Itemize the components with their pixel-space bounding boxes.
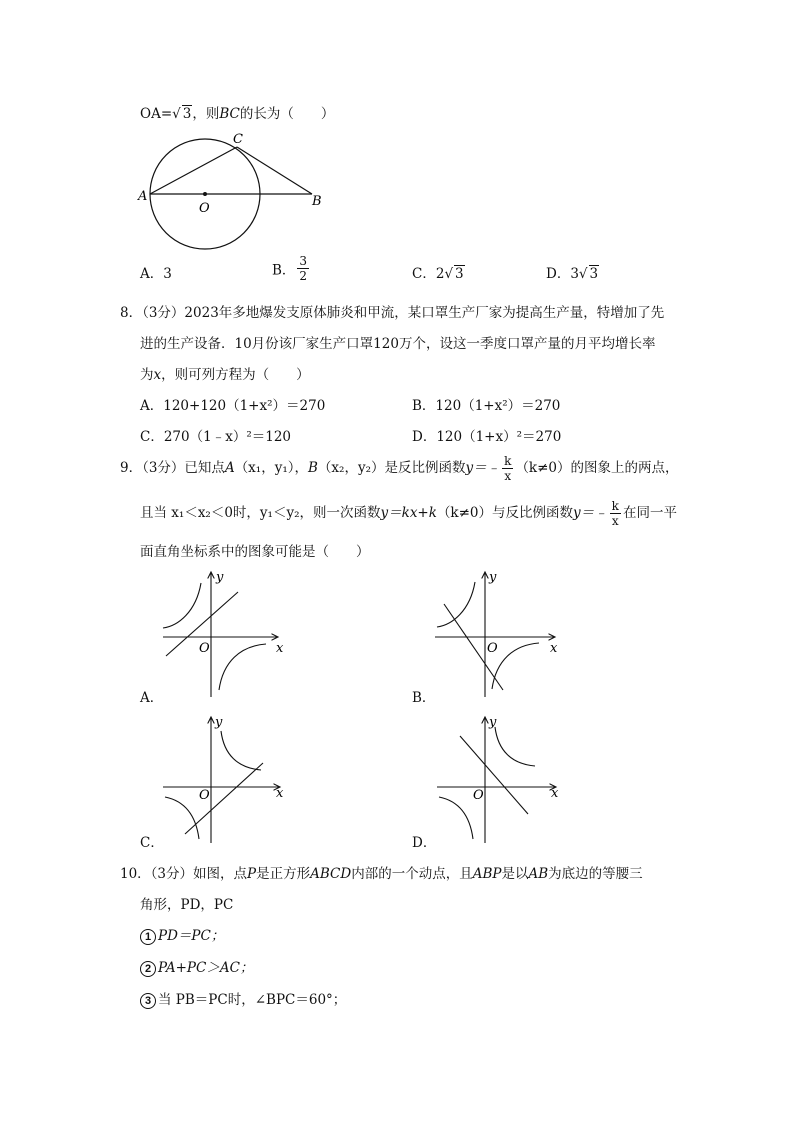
option-radicand: 3: [589, 266, 599, 282]
sqrt-sign: √: [444, 266, 454, 282]
fraction-numerator: k: [611, 499, 619, 513]
q10-triangle: ABP: [472, 866, 502, 882]
q9-line-3: 面直角坐标系中的图象可能是（ ）: [140, 544, 370, 560]
q9-l1-cond: （k≠0）的图象上的两点，: [515, 460, 679, 476]
circled-number: 1: [140, 929, 156, 945]
q10-base: AB: [528, 866, 549, 882]
q8-line3-b: ，则可列方程为（ ）: [161, 367, 310, 383]
q9-point-b: B: [308, 460, 318, 476]
origin-label: O: [199, 641, 210, 656]
q10-l1-e: 为底边的等腰三: [548, 866, 643, 882]
q9-l1-a: 9．（3分）已知点: [120, 460, 225, 476]
q7-stem-var: BC: [219, 106, 240, 122]
q7-stem-mid: ，则: [192, 106, 220, 122]
option-label: D．: [412, 429, 437, 445]
q10-item-text: PA+PC＞AC；: [158, 960, 254, 976]
q7-label-B: B: [312, 194, 322, 209]
q7-stem-radicand: 3: [182, 106, 192, 122]
option-label: A．: [140, 398, 164, 414]
q10-line-2: 角形，PD，PC: [140, 897, 234, 913]
option-coef: 3: [570, 266, 579, 282]
option-label: D．: [546, 266, 571, 282]
circled-number: 3: [140, 993, 156, 1009]
q7-label-A: A: [138, 189, 148, 204]
q10-point-p: P: [247, 866, 257, 882]
circled-number: 2: [140, 961, 156, 977]
q9-option-a[interactable]: A．: [140, 690, 164, 706]
fraction-denominator: x: [504, 469, 512, 483]
option-label: C．: [140, 429, 164, 445]
q9-point-a-coords: （x₁，y₁），: [234, 460, 309, 476]
axis-x-label: x: [276, 786, 284, 801]
q10-item-2: [140, 956, 253, 977]
q9-func-y: y＝﹣: [465, 460, 501, 476]
sqrt-sign: √: [578, 266, 588, 282]
q10-l1-a: 10．（3分）如图，点: [120, 866, 248, 882]
q9-option-c[interactable]: C．: [140, 835, 164, 851]
q9-point-a: A: [224, 460, 235, 476]
option-text: 120（1+x）²＝270: [436, 429, 562, 445]
q10-item-text: PD＝PC；: [158, 928, 225, 944]
fraction-denominator: 2: [299, 269, 308, 283]
q9-l2-c: 在同一平: [622, 505, 677, 521]
axis-x-label: x: [276, 641, 284, 656]
option-text: 270（1﹣x）²＝120: [163, 429, 291, 445]
option-radicand: 3: [455, 266, 464, 282]
q9-option-d[interactable]: D．: [412, 835, 437, 851]
option-label: B．: [412, 398, 436, 414]
q9-linear-fn: y＝kx+k: [380, 505, 437, 521]
q8-line-1: 8．（3分）2023年多地爆发支原体肺炎和甲流，某口罩生产厂家为提高生产量，特增加了先: [120, 305, 665, 321]
origin-label: O: [487, 641, 498, 656]
q8-var: x: [153, 367, 162, 383]
q7-label-C: C: [233, 132, 243, 147]
q9-graph-c[interactable]: [163, 715, 284, 843]
q9-l2-a: 且当 x₁＜x₂＜0时，y₁＜y₂，则一次函数: [140, 505, 381, 521]
q10-item-3: [140, 988, 346, 1009]
option-label: B．: [272, 262, 296, 279]
q10-l1-c: 内部的一个动点，且: [351, 866, 473, 882]
q9-option-b[interactable]: B．: [412, 690, 436, 706]
axis-x-label: x: [550, 641, 558, 656]
q9-graph-b[interactable]: [435, 570, 558, 697]
q7-stem-prefix: OA=: [140, 106, 173, 122]
q7-stem-end: 的长为（ ）: [239, 106, 335, 122]
origin-label: O: [473, 788, 484, 803]
q9-l2-b: （k≠0）与反比例函数: [436, 505, 574, 521]
fraction-numerator: k: [504, 454, 512, 468]
fraction-numerator: 3: [299, 254, 308, 268]
q10-item-text: 当 PB＝PC时，∠BPC＝60°；: [158, 992, 347, 1008]
axis-x-label: x: [551, 786, 559, 801]
axis-y-label: y: [489, 570, 497, 585]
option-coef: 2: [435, 266, 445, 282]
q10-l1-d: 是以: [501, 866, 529, 882]
axis-y-label: y: [216, 570, 224, 585]
q10-item-1: [140, 924, 224, 945]
q9-graph-d[interactable]: [437, 715, 559, 843]
option-text: 120（1+x²）＝270: [435, 398, 561, 414]
fraction-denominator: x: [611, 514, 619, 528]
option-value: 3: [163, 266, 172, 282]
q9-graph-a[interactable]: [163, 570, 284, 697]
q7-label-O: O: [199, 201, 210, 216]
sqrt-sign: √: [172, 106, 181, 122]
q8-line-2: 进的生产设备．10月份该厂家生产口罩120万个，设这一季度口罩产量的月平均增长率: [140, 336, 656, 352]
q9-point-b-coords: （x₂，y₂）是反比例函数: [317, 460, 466, 476]
option-label: C．: [412, 266, 436, 282]
q10-line-1: [120, 862, 643, 882]
q10-square: ABCD: [310, 866, 352, 882]
q10-l1-b: 是正方形: [256, 866, 311, 882]
origin-label: O: [199, 788, 210, 803]
axis-y-label: y: [489, 715, 497, 730]
option-text: 120+120（1+x²）＝270: [163, 398, 326, 414]
q8-line3-a: 为: [140, 367, 154, 383]
option-label: A．: [140, 266, 164, 282]
axis-y-label: y: [215, 715, 223, 730]
q9-func-y-2: y＝﹣: [573, 505, 608, 521]
